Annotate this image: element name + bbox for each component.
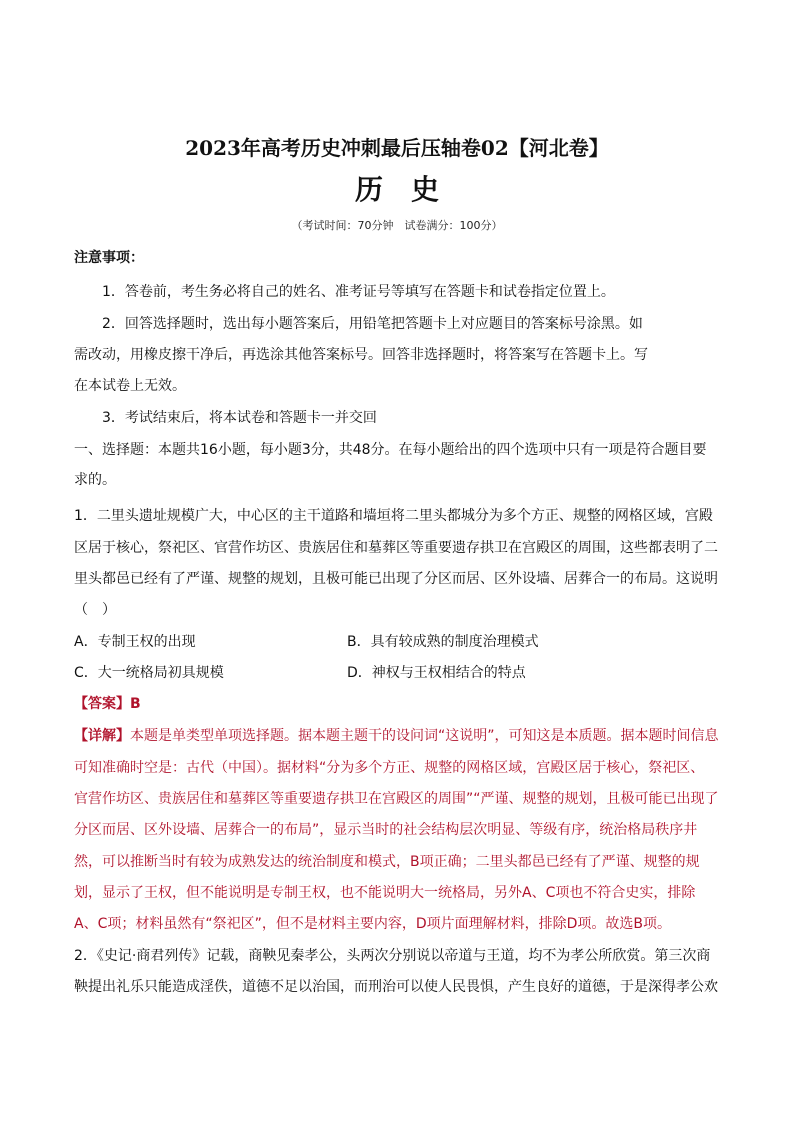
q1-option-d: D．神权与王权相结合的特点 xyxy=(347,665,526,681)
q1-explanation-line-3: 官营作坊区、贵族居住和墓葬区等重要遗存拱卫在宫殿区的周围”“严谨、规整的规划，且极可能已出现了 xyxy=(74,791,719,807)
q1-option-b: B．具有较成熟的制度治理模式 xyxy=(347,634,539,650)
q1-stem-line-4: （ ） xyxy=(74,602,116,618)
notes-item-2-line-3: 在本试卷上无效。 xyxy=(74,378,186,394)
notes-item-1: 1．答卷前，考生务必将自己的姓名、准考证号等填写在答题卡和试卷指定位置上。 xyxy=(102,284,615,300)
q1-explanation-line-6: 划，显示了王权，但不能说明是专制王权，也不能说明大一统格局，另外A、C项也不符合史实，排除 xyxy=(74,885,696,901)
notes-item-3: 3．考试结束后，将本试卷和答题卡一并交回 xyxy=(102,410,377,426)
q1-explanation-line-2: 可知准确时空是：古代（中国）。据材料“分为多个方正、规整的网格区域，宫殿区居于核心，祭祀区、 xyxy=(74,760,705,776)
q1-option-a: A．专制王权的出现 xyxy=(74,634,196,650)
notes-heading: 注意事项： xyxy=(74,250,144,266)
q2-stem-line-2: 鞅提出礼乐只能造成淫佚，道德不足以治国，而刑治可以使人民畏惧，产生良好的道德，于是深得孝公欢 xyxy=(74,979,718,995)
q1-explanation-line-4: 分区而居、区外设墙、居葬合一的布局”，显示当时的社会结构层次明显、等级有序，统治格局秩序井 xyxy=(74,822,698,838)
q1-stem-line-3: 里头都邑已经有了严谨、规整的规划，且极可能已出现了分区而居、区外设墙、居葬合一的布局。这说明 xyxy=(74,571,718,587)
section-intro-line-1: 一、选择题：本题共16小题，每小题3分，共48分。在每小题给出的四个选项中只有一项是符合题目要 xyxy=(74,442,707,458)
q1-stem-line-1: 1．二里头遗址规模广大，中心区的主干道路和墙垣将二里头都城分为多个方正、规整的网格区域，宫殿 xyxy=(74,508,713,524)
q1-answer: 【答案】B xyxy=(74,696,141,712)
q1-explanation-line-5: 然，可以推断当时有较为成熟发达的统治制度和模式，B项正确；二里头都邑已经有了严谨、规整的规 xyxy=(74,854,700,870)
explanation-tag: 【详解】 xyxy=(74,728,130,744)
q1-explanation-line-7: A、C项；材料虽然有“祭祀区”，但不是材料主要内容，D项片面理解材料，排除D项。故选B项。 xyxy=(74,916,672,932)
notes-item-2-line-2: 需改动，用橡皮擦干净后，再选涂其他答案标号。回答非选择题时，将答案写在答题卡上。写 xyxy=(74,347,648,363)
exam-time-info: （考试时间：70分钟 试卷满分：100分） xyxy=(291,219,503,232)
q1-option-c: C．大一统格局初具规模 xyxy=(74,665,224,681)
section-intro-line-2: 求的。 xyxy=(74,472,116,488)
q2-stem-line-1: 2．《史记·商君列传》记载，商鞅见秦孝公，头两次分别说以帝道与王道，均不为孝公所欣赏。第三次商 xyxy=(74,948,711,964)
q1-explanation-line-1 xyxy=(74,726,719,746)
subject-heading: 历史 xyxy=(354,173,467,206)
q1-stem-line-2: 区居于核心，祭祀区、官营作坊区、贵族居住和墓葬区等重要遗存拱卫在宫殿区的周围，这些都表明了二 xyxy=(74,540,718,556)
notes-item-2-line-1: 2．回答选择题时，选出每小题答案后，用铅笔把答题卡上对应题目的答案标号涂黑。如 xyxy=(102,316,643,332)
exam-title: 2023年高考历史冲刺最后压轴卷02【河北卷】 xyxy=(185,136,609,160)
explanation-text: 本题是单类型单项选择题。据本题主题干的设问词“这说明”，可知这是本质题。据本题时间信息 xyxy=(130,728,719,744)
